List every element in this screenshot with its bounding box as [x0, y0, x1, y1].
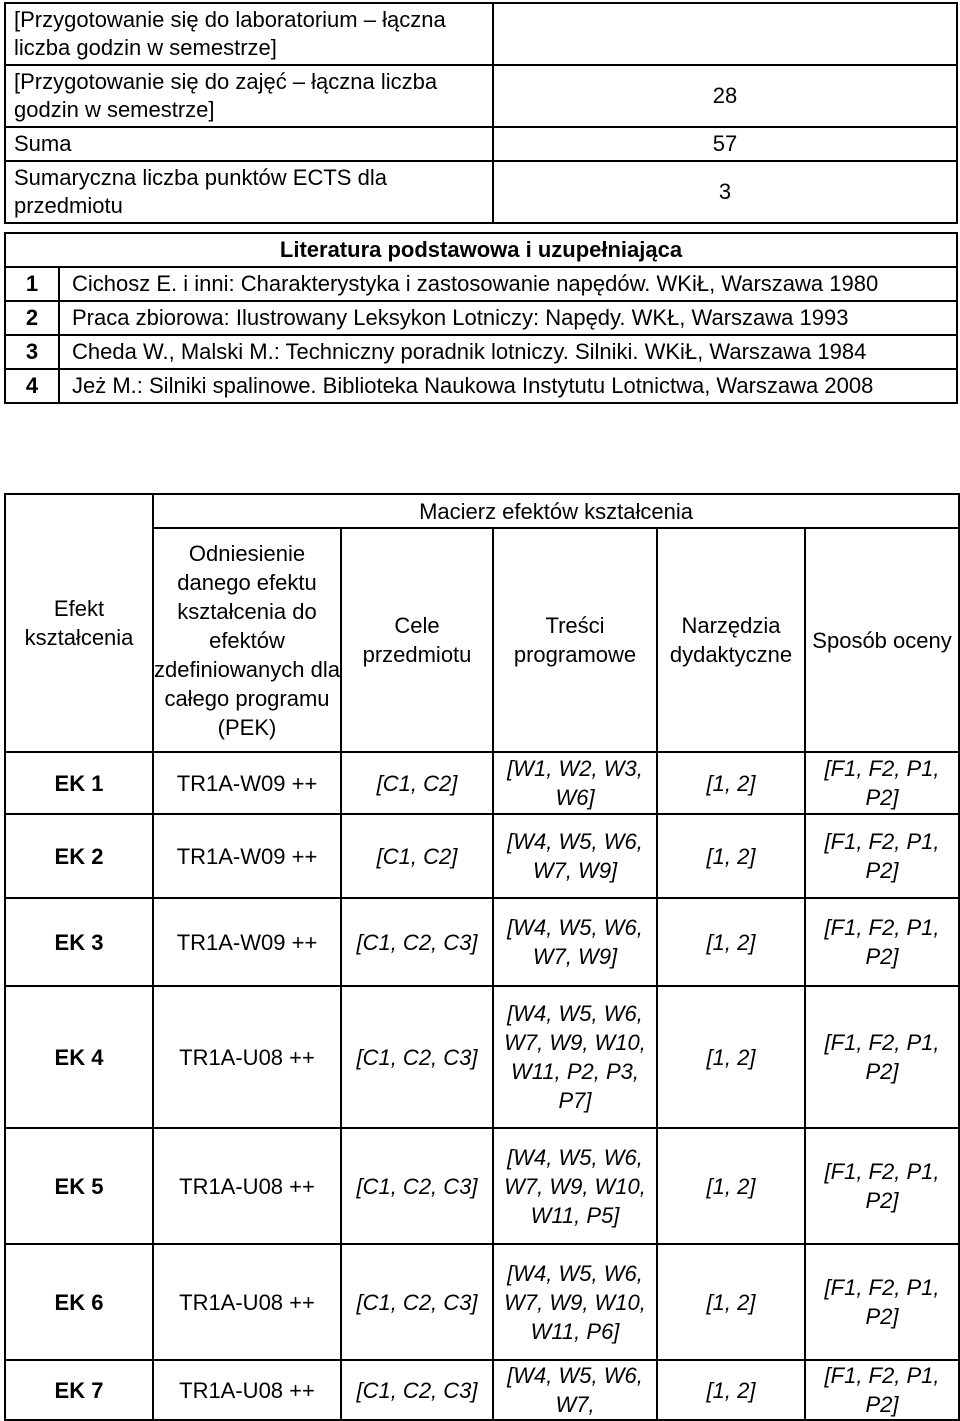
literature-number: 4	[5, 369, 59, 403]
workload-value	[493, 3, 957, 65]
content-value: [W4, W5, W6, W7, W9, W10, W11, P5]	[493, 1128, 657, 1244]
goals-value: [C1, C2, C3]	[341, 1360, 493, 1420]
tools-value: [1, 2]	[657, 752, 805, 814]
literature-item	[5, 335, 957, 369]
literature-item	[5, 267, 957, 301]
workload-label: Sumaryczna liczba punktów ECTS dla przedmiotu	[5, 161, 493, 223]
workload-row	[5, 65, 957, 127]
matrix-row	[5, 752, 959, 814]
pek-reference: TR1A-W09 ++	[153, 814, 341, 898]
matrix-row	[5, 1244, 959, 1360]
assessment-value: [F1, F2, P1, P2]	[805, 814, 959, 898]
pek-reference: TR1A-U08 ++	[153, 1128, 341, 1244]
workload-value: 28	[493, 65, 957, 127]
matrix-row	[5, 1128, 959, 1244]
assessment-value: [F1, F2, P1, P2]	[805, 986, 959, 1128]
content-value: [W4, W5, W6, W7, W9]	[493, 898, 657, 986]
workload-value: 3	[493, 161, 957, 223]
header-goals: Cele przedmiotu	[341, 528, 493, 752]
workload-row	[5, 127, 957, 161]
literature-number: 1	[5, 267, 59, 301]
effect-code: EK 1	[5, 752, 153, 814]
header-pek: Odniesienie danego efektu kształcenia do efektów zdefiniowanych dla całego programu (PEK)	[153, 528, 341, 752]
tools-value: [1, 2]	[657, 1244, 805, 1360]
workload-label: Suma	[5, 127, 493, 161]
tools-value: [1, 2]	[657, 814, 805, 898]
effect-code: EK 3	[5, 898, 153, 986]
literature-heading: Literatura podstawowa i uzupełniająca	[5, 233, 957, 267]
goals-value: [C1, C2, C3]	[341, 898, 493, 986]
goals-value: [C1, C2]	[341, 814, 493, 898]
literature-number: 2	[5, 301, 59, 335]
header-tools: Narzędzia dydaktyczne	[657, 528, 805, 752]
effect-code: EK 5	[5, 1128, 153, 1244]
goals-value: [C1, C2]	[341, 752, 493, 814]
effect-code: EK 7	[5, 1360, 153, 1420]
pek-reference: TR1A-W09 ++	[153, 898, 341, 986]
workload-row	[5, 3, 957, 65]
tools-value: [1, 2]	[657, 898, 805, 986]
pek-reference: TR1A-U08 ++	[153, 1360, 341, 1420]
literature-reference: Praca zbiorowa: Ilustrowany Leksykon Lotniczy: Napędy. WKŁ, Warszawa 1993	[59, 301, 957, 335]
matrix-row	[5, 814, 959, 898]
pek-reference: TR1A-U08 ++	[153, 1244, 341, 1360]
literature-item	[5, 369, 957, 403]
content-value: [W4, W5, W6, W7, W9, W10, W11, P2, P3, P7]	[493, 986, 657, 1128]
goals-value: [C1, C2, C3]	[341, 1244, 493, 1360]
goals-value: [C1, C2, C3]	[341, 1128, 493, 1244]
literature-table	[4, 232, 958, 404]
content-value: [W4, W5, W6, W7,	[493, 1360, 657, 1420]
assessment-value: [F1, F2, P1, P2]	[805, 1360, 959, 1420]
tools-value: [1, 2]	[657, 1128, 805, 1244]
header-effect: Efekt kształcenia	[5, 494, 153, 752]
tools-value: [1, 2]	[657, 1360, 805, 1420]
assessment-value: [F1, F2, P1, P2]	[805, 898, 959, 986]
outcomes-matrix-table	[4, 493, 960, 1421]
effect-code: EK 6	[5, 1244, 153, 1360]
content-value: [W4, W5, W6, W7, W9, W10, W11, P6]	[493, 1244, 657, 1360]
assessment-value: [F1, F2, P1, P2]	[805, 1244, 959, 1360]
matrix-row	[5, 898, 959, 986]
header-assessment: Sposób oceny	[805, 528, 959, 752]
content-value: [W1, W2, W3, W6]	[493, 752, 657, 814]
literature-item	[5, 301, 957, 335]
workload-row	[5, 161, 957, 223]
matrix-row	[5, 986, 959, 1128]
workload-label: [Przygotowanie się do zajęć – łączna liczba godzin w semestrze]	[5, 65, 493, 127]
literature-reference: Cichosz E. i inni: Charakterystyka i zastosowanie napędów. WKiŁ, Warszawa 1980	[59, 267, 957, 301]
literature-reference: Cheda W., Malski M.: Techniczny poradnik lotniczy. Silniki. WKiŁ, Warszawa 1984	[59, 335, 957, 369]
matrix-title: Macierz efektów kształcenia	[153, 494, 959, 528]
tools-value: [1, 2]	[657, 986, 805, 1128]
effect-code: EK 4	[5, 986, 153, 1128]
matrix-row	[5, 1360, 959, 1420]
workload-value: 57	[493, 127, 957, 161]
workload-label: [Przygotowanie się do laboratorium – łączna liczba godzin w semestrze]	[5, 3, 493, 65]
literature-number: 3	[5, 335, 59, 369]
effect-code: EK 2	[5, 814, 153, 898]
pek-reference: TR1A-W09 ++	[153, 752, 341, 814]
assessment-value: [F1, F2, P1, P2]	[805, 752, 959, 814]
pek-reference: TR1A-U08 ++	[153, 986, 341, 1128]
literature-reference: Jeż M.: Silniki spalinowe. Biblioteka Naukowa Instytutu Lotnictwa, Warszawa 2008	[59, 369, 957, 403]
header-content: Treści programowe	[493, 528, 657, 752]
goals-value: [C1, C2, C3]	[341, 986, 493, 1128]
assessment-value: [F1, F2, P1, P2]	[805, 1128, 959, 1244]
workload-table	[4, 2, 958, 224]
content-value: [W4, W5, W6, W7, W9]	[493, 814, 657, 898]
